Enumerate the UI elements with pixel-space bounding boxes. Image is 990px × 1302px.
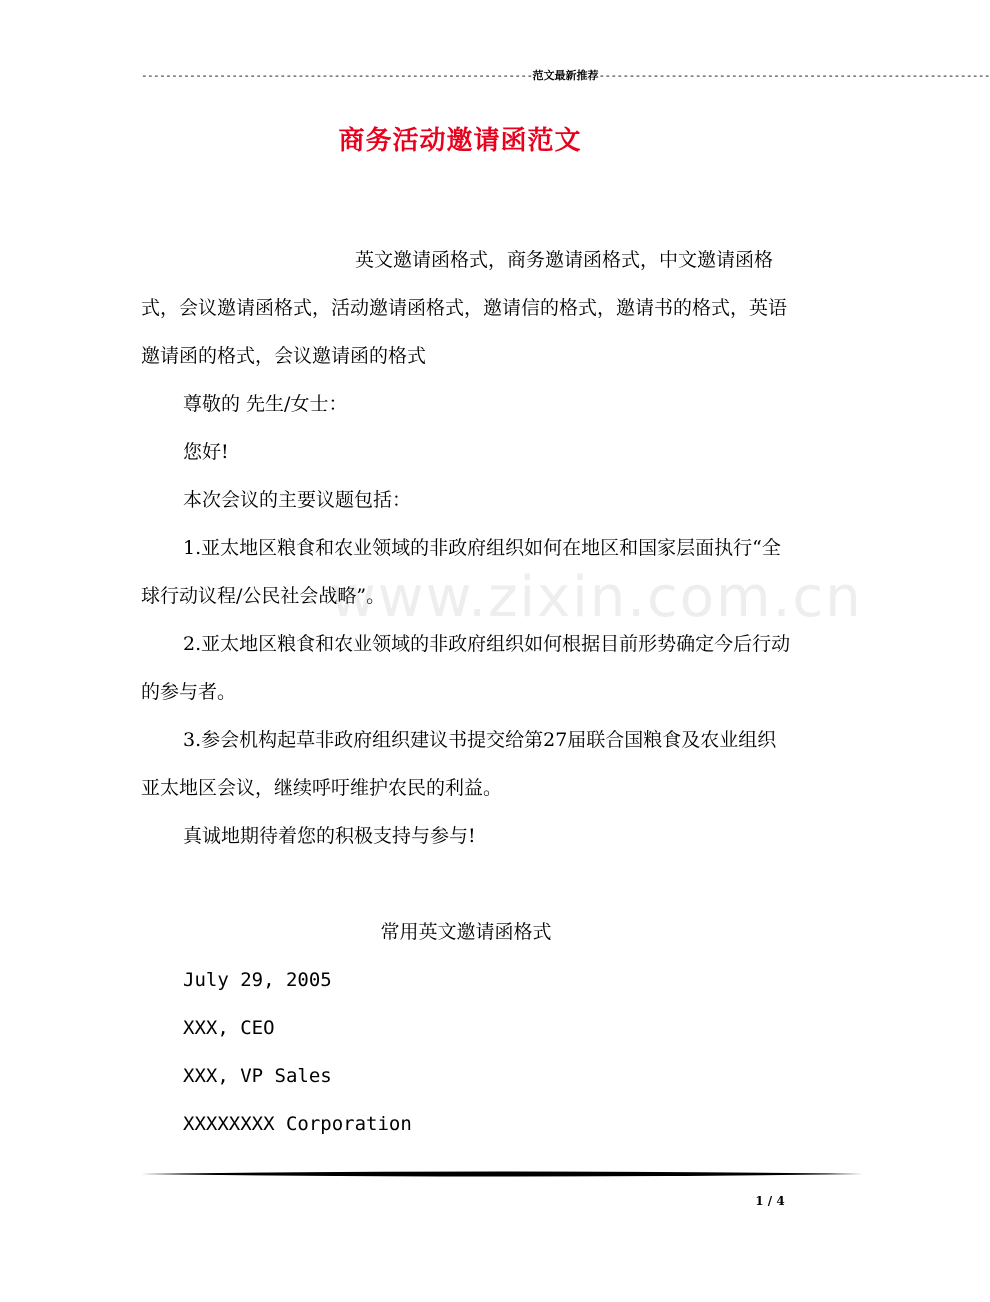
agenda-item-3: 3.参会机构起草非政府组织建议书提交给第27届联合国粮食及农业组织亚太地区会议，继续呼吁维护农民的利益。 xyxy=(141,729,777,799)
greeting: 您好! xyxy=(183,441,229,463)
document-body xyxy=(141,236,791,1148)
recipient-company: XXXXXXXX Corporation xyxy=(183,1113,412,1135)
intro-paragraph: 英文邀请函格式，商务邀请函格式，中文邀请函格式，会议邀请函格式，活动邀请函格式，邀请信的格式，邀请书的格式，英语邀请函的格式，会议邀请函的格式 xyxy=(141,249,788,367)
letter-date: July 29, 2005 xyxy=(183,969,332,991)
footer-divider xyxy=(141,1170,863,1178)
header-label: 范文最新推荐 xyxy=(532,69,599,82)
closing-line: 真诚地期待着您的积极支持与参与! xyxy=(183,825,476,847)
topics-intro: 本次会议的主要议题包括： xyxy=(183,489,412,511)
page-number: 1 / 4 xyxy=(755,1194,785,1208)
header-dashes-left: ----------------------------------------------------------------- xyxy=(141,69,533,82)
recipient-vp-sales: XXX, VP Sales xyxy=(183,1065,332,1087)
page-header xyxy=(141,68,990,84)
salutation: 尊敬的 先生/女士： xyxy=(183,393,348,415)
agenda-item-1: 1.亚太地区粮食和农业领域的非政府组织如何在地区和国家层面执行“全球行动议程/公民社会战略”。 xyxy=(141,537,781,607)
header-dashes-right: ----------------------------------------------------------------- xyxy=(598,69,990,82)
agenda-item-2: 2.亚太地区粮食和农业领域的非政府组织如何根据目前形势确定今后行动的参与者。 xyxy=(141,633,791,703)
section-title: 常用英文邀请函格式 xyxy=(380,921,552,943)
recipient-ceo: XXX, CEO xyxy=(183,1017,275,1039)
document-title: 商务活动邀请函范文 xyxy=(338,126,582,156)
watermark: www.zixin.com.cn xyxy=(330,565,863,630)
